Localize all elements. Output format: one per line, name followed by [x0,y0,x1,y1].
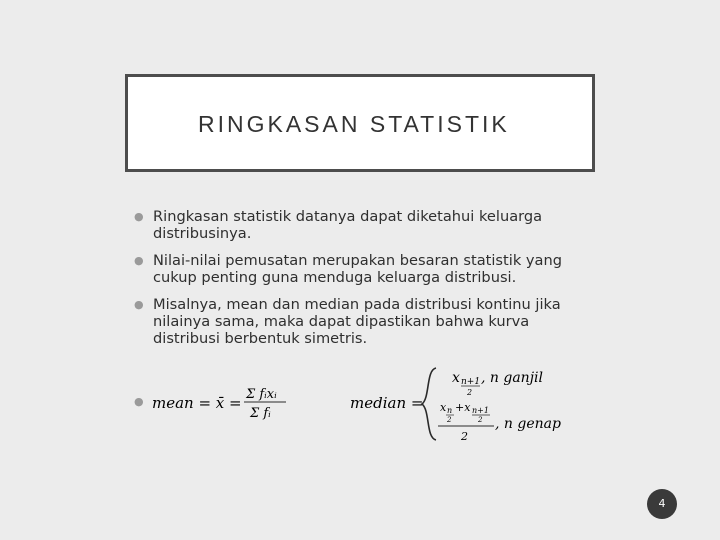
title-box [125,74,595,172]
bullet-item [131,296,591,347]
bullet-dot-icon: ● [134,210,144,223]
formula-row [134,360,574,450]
slide-title: RINGKASAN STATISTIK [198,111,510,137]
bullet-item [131,252,591,286]
bullet-list [131,208,591,357]
case1-sub-den: 2 [467,388,473,397]
case2-cond: , n genap [495,416,561,432]
case2-sub2: n+1 [472,406,489,415]
case1-x: x [452,370,460,386]
left-brace-icon [422,368,436,440]
case1-cond: , n ganjil [481,370,543,386]
page-number-badge: 4 [647,489,677,519]
case2-sub1: n [447,406,453,415]
case2-sub1-den: 2 [447,416,452,424]
formula-graphic [134,360,574,450]
case1-sub: n+1 [461,377,481,387]
bullet-text: Nilai-nilai pemusatan merupakan besaran statistik yang cukup penting guna menduga keluarga distribusi. [153,252,562,286]
mean-denominator: Σ fᵢ [250,406,271,421]
mean-lhs: mean = x̄ = [152,394,242,412]
bullet-dot-icon: ● [134,254,144,267]
case2-den: 2 [461,430,468,443]
bullet-dot-icon: ● [134,395,144,408]
case2-sub2-den: 2 [478,416,483,424]
case2-x1: x [440,401,447,414]
case2-plus-x: +x [455,401,471,414]
median-lhs: median = [350,394,424,412]
bullet-dot-icon: ● [134,298,144,311]
bullet-text: Ringkasan statistik datanya dapat diketahui keluarga distribusinya. [153,208,543,242]
bullet-text: Misalnya, mean dan median pada distribusi kontinu jika nilainya sama, maka dapat dipastikan bahwa kurva distribusi berbentuk simetris. [153,296,561,347]
mean-numerator: Σ fᵢxᵢ [246,387,277,402]
bullet-item [131,208,591,242]
